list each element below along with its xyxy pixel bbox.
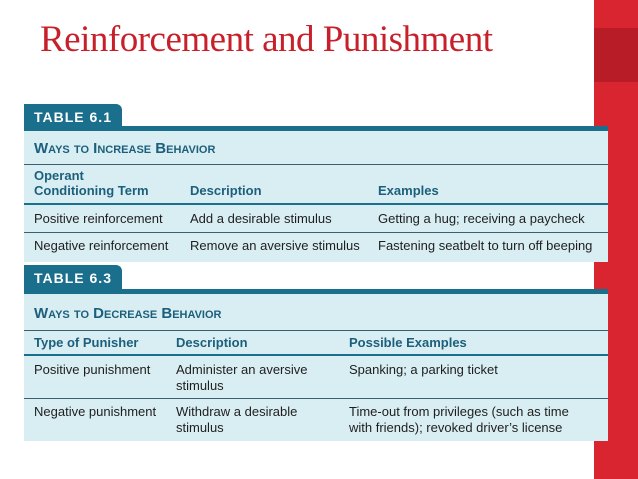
column-header-examples: Possible Examples [349, 335, 467, 350]
table-cell-description: Remove an aversive stimulus [190, 238, 360, 253]
table-tab-label: TABLE 6.1 [24, 104, 122, 129]
table-cell-term: Negative reinforcement [34, 238, 169, 253]
row-rule [24, 398, 608, 399]
table-cell-description [176, 362, 308, 394]
table-heading [34, 305, 222, 322]
table-cell-examples [349, 362, 498, 378]
column-header-description: Description [190, 183, 262, 198]
table-cell-type: Positive punishment [34, 362, 151, 377]
table-body [24, 131, 608, 262]
table-cell-examples-line1: Time-out from privileges (such as time [349, 404, 569, 419]
table-cell-examples [349, 404, 569, 436]
table-body [24, 294, 608, 441]
table-cell-term: Positive reinforcement [34, 211, 163, 226]
table-heading-text: Ways to Decrease Behavior [34, 305, 222, 322]
slide-title: Reinforcement and Punishment [40, 19, 493, 60]
column-header-type: Type of Punisher [34, 335, 139, 350]
column-header-description: Description [176, 335, 248, 350]
table-cell-type: Negative punishment [34, 404, 157, 419]
table-cell-examples-line2: with friends); revoked driver’s license [349, 420, 563, 435]
table-increase-behavior [24, 104, 608, 262]
table-cell-description-line2: stimulus [176, 420, 224, 435]
table-cell-examples: Getting a hug; receiving a paycheck [378, 211, 585, 226]
column-header-term-line1: Operant [34, 168, 84, 183]
heading-rule [24, 330, 608, 331]
table-cell-description [176, 404, 297, 436]
side-accent-block [594, 28, 638, 82]
table-cell-description-line1: Administer an aversive [176, 362, 308, 377]
table-cell-description: Add a desirable stimulus [190, 211, 332, 226]
column-header-term-line2: Conditioning Term [34, 183, 149, 198]
table-cell-examples-line1: Spanking; a parking ticket [349, 362, 498, 377]
table-cell-description-line2: stimulus [176, 378, 224, 393]
header-rule [24, 354, 608, 356]
column-header-examples: Examples [378, 183, 439, 198]
table-cell-description-line1: Withdraw a desirable [176, 404, 298, 419]
column-header-term [34, 168, 149, 198]
table-cell-examples: Fastening seatbelt to turn off beeping [378, 238, 593, 253]
header-rule [24, 203, 608, 205]
table-heading [34, 140, 215, 157]
table-decrease-behavior [24, 265, 608, 441]
heading-rule [24, 164, 608, 165]
table-heading-text: Ways to Increase Behavior [34, 140, 216, 157]
row-rule [24, 232, 608, 233]
table-tab-label: TABLE 6.3 [24, 265, 122, 290]
